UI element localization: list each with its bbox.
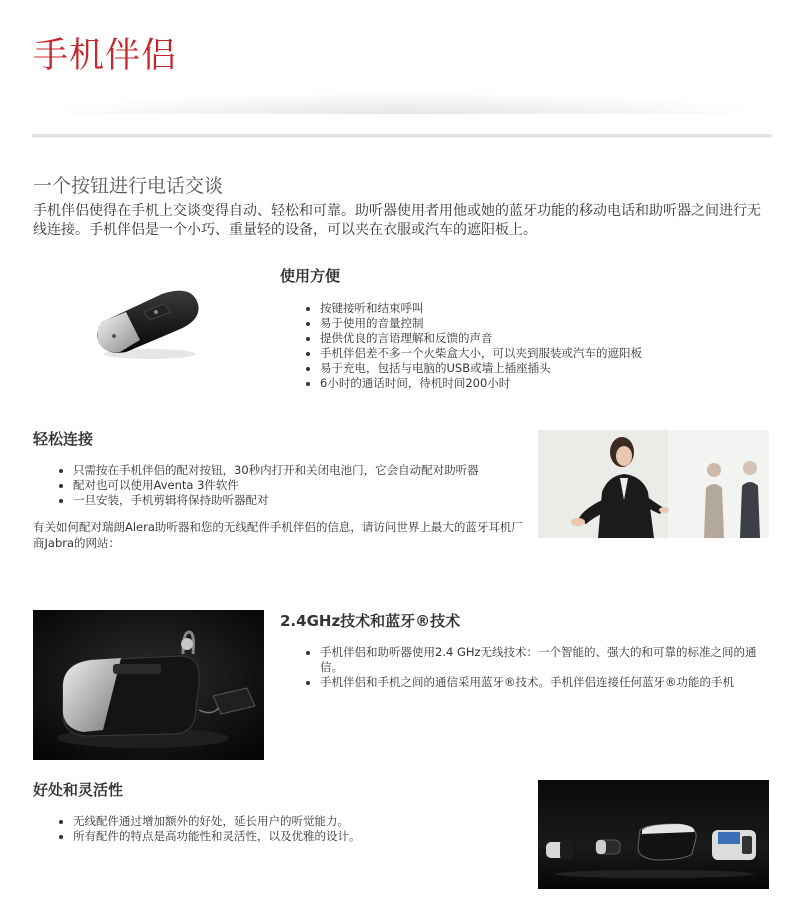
list-item: • 手机伴侣和手机之间的通信采用蓝牙®技术。手机伴侣连接任何蓝牙®功能的手机 bbox=[320, 675, 770, 690]
list-item: • 手机伴侣差不多一个火柴盒大小，可以夹到服装或汽车的遮阳板 bbox=[320, 346, 770, 361]
list-item: • 一旦安装，手机剪辑将保持助听器配对 bbox=[73, 493, 528, 508]
technology-list bbox=[280, 645, 770, 690]
header-divider bbox=[32, 134, 772, 138]
list-item: • 所有配件的特点是高功能性和灵活性，以及优雅的设计。 bbox=[73, 829, 528, 844]
device-image bbox=[92, 282, 204, 362]
page-title: 手机伴侣 bbox=[33, 36, 178, 76]
ease-of-use-list bbox=[280, 301, 770, 391]
benefits-list bbox=[33, 814, 528, 844]
intro-text: 手机伴侣使得在手机上交谈变得自动、轻松和可靠。助听器使用者用他或她的蓝牙功能的移动电话和助听器之间进行无线连接。手机伴侣是一个小巧、重量轻的设备，可以夹在衣服或汽车的遮阳板上。 bbox=[33, 203, 761, 238]
list-item: • 配对也可以使用Aventa 3件软件 bbox=[73, 478, 528, 493]
easy-connect-list bbox=[33, 463, 528, 508]
list-item: • 按键接听和结束呼叫 bbox=[320, 301, 770, 316]
technology-heading: 2.4GHz技术和蓝牙®技术 bbox=[280, 612, 461, 630]
benefits-heading: 好处和灵活性 bbox=[33, 781, 124, 799]
intro-heading: 一个按钮进行电话交谈 bbox=[33, 175, 224, 197]
list-item: • 6小时的通话时间，待机时间200小时 bbox=[320, 376, 770, 391]
ease-of-use-heading: 使用方便 bbox=[280, 267, 341, 285]
people-photo bbox=[538, 430, 769, 538]
easy-connect-heading: 轻松连接 bbox=[33, 430, 94, 448]
list-item: • 无线配件通过增加额外的好处，延长用户的听觉能力。 bbox=[73, 814, 528, 829]
accessories-lineup-photo bbox=[538, 780, 769, 889]
list-item: • 只需按在手机伴侣的配对按钮，30秒内打开和关闭电池门，它会自动配对助听器 bbox=[73, 463, 528, 478]
header-shadow bbox=[33, 92, 773, 114]
list-item: • 易于充电，包括与电脑的USB或墙上插座插头 bbox=[320, 361, 770, 376]
list-item: • 易于使用的音量控制 bbox=[320, 316, 770, 331]
list-item: • 提供优良的言语理解和反馈的声音 bbox=[320, 331, 770, 346]
list-item: • 手机伴侣和助听器使用2.4 GHz无线技术：一个智能的、强大的和可靠的标准之间的通信。 bbox=[320, 645, 770, 675]
pairing-info-text: 有关如何配对瑞朗Alera助听器和您的无线配件手机伴侣的信息，请访问世界上最大的蓝牙耳机厂商Jabra的网站： bbox=[33, 520, 523, 550]
device-with-hearing-aid-photo bbox=[33, 610, 264, 760]
